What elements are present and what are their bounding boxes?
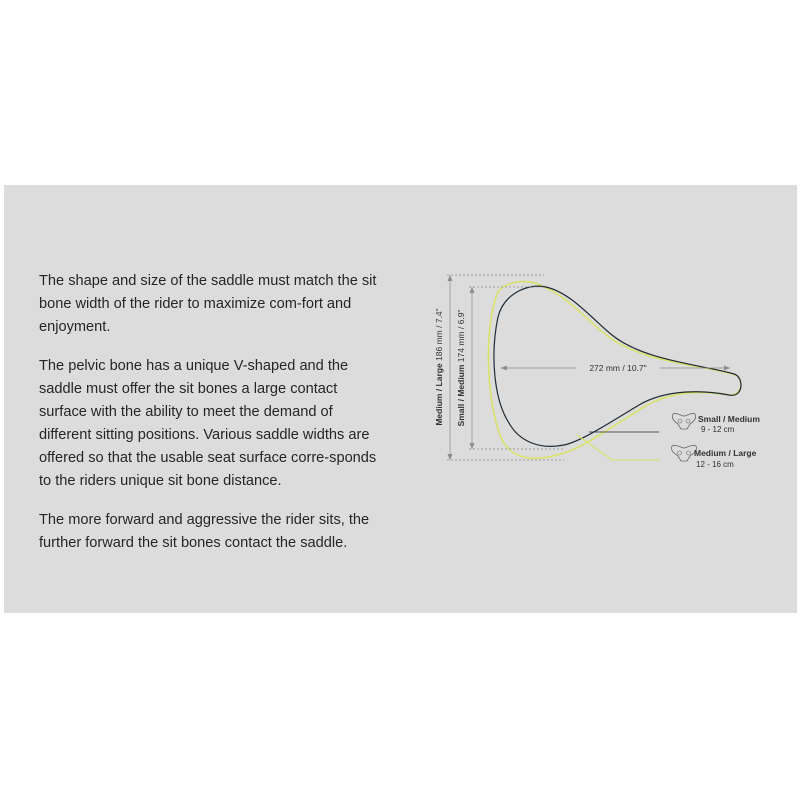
paragraph-riding-position: The more forward and aggressive the rider sits, the further forward the sit bones contact the saddle. [39, 512, 370, 551]
length-label: 272 mm / 10.7" [589, 363, 647, 373]
legend-small-title: Small / Medium [698, 414, 760, 424]
info-panel [4, 185, 797, 613]
paragraph-pelvic-bone: The pelvic bone has a unique V-shaped and the saddle must offer the sit bones a large contact surface with the ability to meet the demand of different sitting positions. Various saddle widths are offered so that the usable seat surface corre-sponds to the riders unique sit bone distance. [39, 358, 377, 489]
paragraph-fit: The shape and size of the saddle must match the sit bone width of the rider to maximize com-fort and enjoyment. [39, 273, 377, 335]
saddle-diagram [4, 185, 797, 613]
inner-width-label: Small / Medium 174 mm / 6.9" [456, 309, 466, 427]
legend-large-range: 12 - 16 cm [696, 460, 734, 469]
length-arrow-left [501, 366, 507, 371]
legend-small-range: 9 - 12 cm [701, 425, 735, 434]
legend-large-title: Medium / Large [694, 448, 757, 458]
outer-width-label: Medium / Large 186 mm / 7.4" [434, 308, 444, 426]
pelvis-small-icon [672, 413, 695, 429]
leader-line-large [577, 435, 660, 460]
length-arrow-right [724, 366, 730, 371]
pelvis-large-icon [672, 445, 697, 461]
